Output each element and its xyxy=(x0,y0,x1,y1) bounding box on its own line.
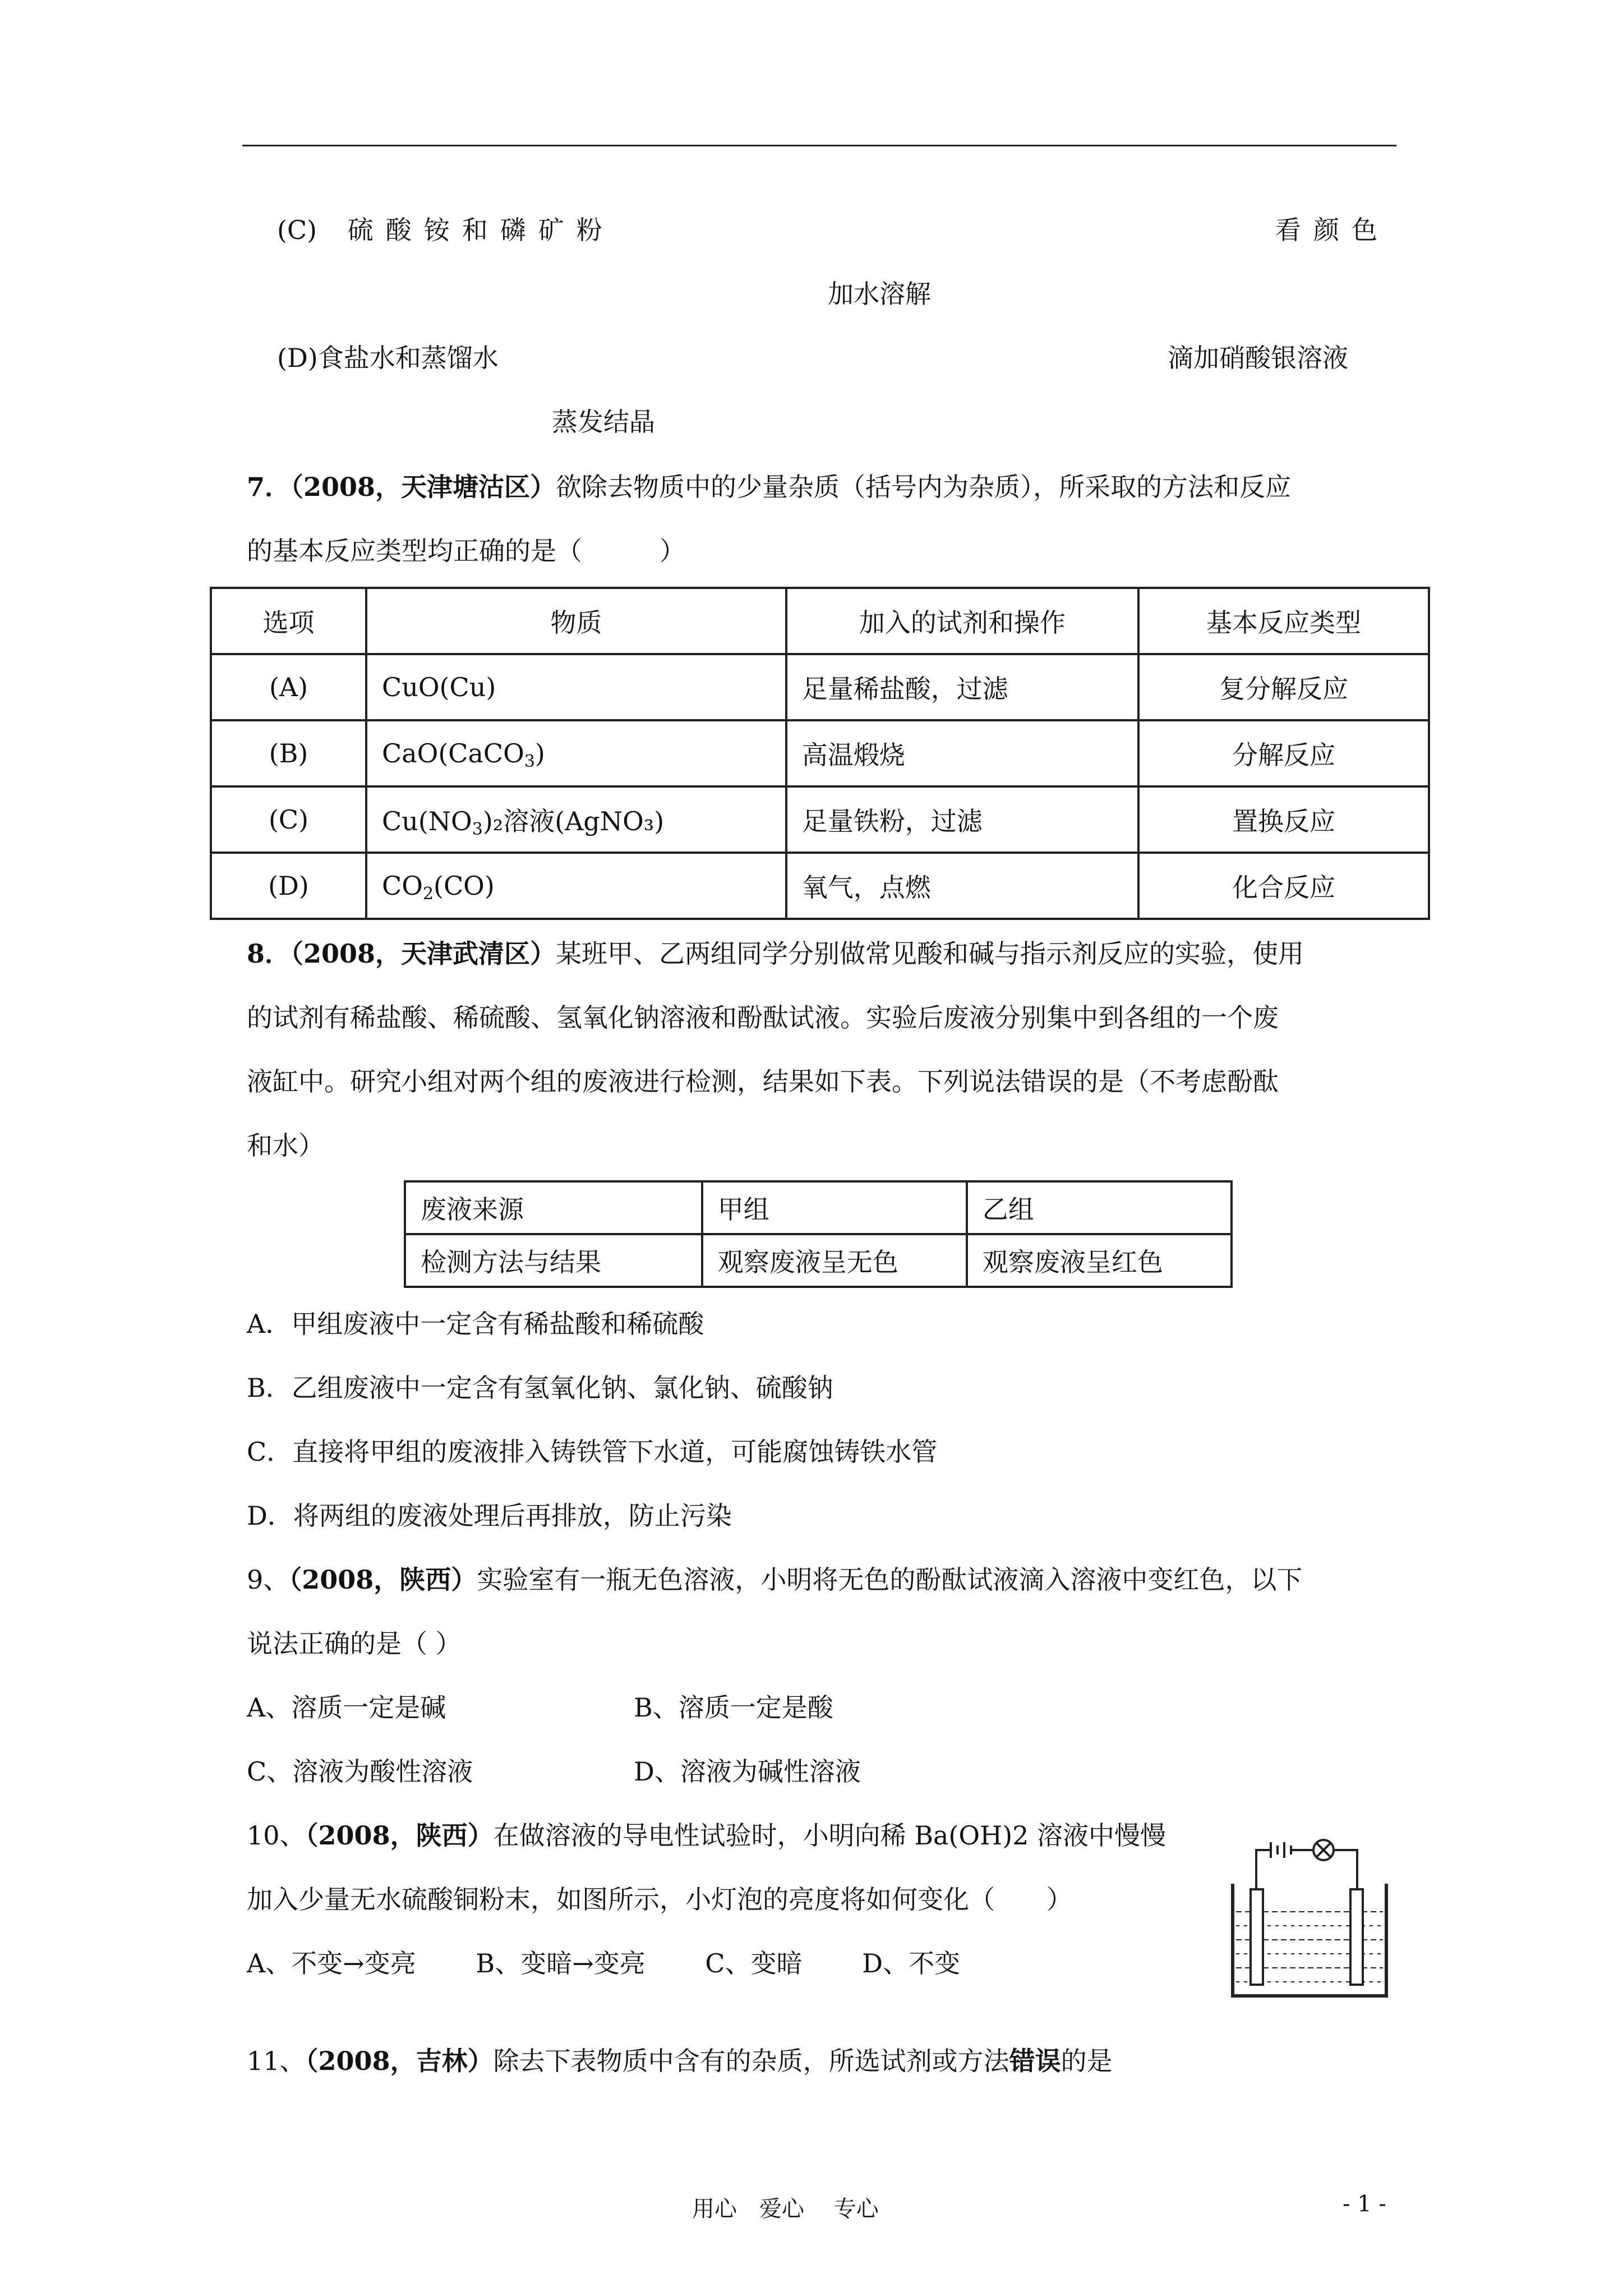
q7-line2: 的基本反应类型均正确的是（ ） xyxy=(247,536,685,566)
table-row xyxy=(211,654,1429,720)
question-text: 在做溶液的导电性试验时，小明向稀 Ba(OH)2 溶液中慢慢 xyxy=(493,1820,1166,1851)
subscript: 3 xyxy=(472,820,483,839)
q9-line1 xyxy=(247,1563,1302,1596)
table-cell: 观察废液呈无色 xyxy=(702,1234,967,1287)
subscript: 3 xyxy=(524,752,535,771)
question-source: （2008，陕西） xyxy=(305,1820,494,1851)
q9-option-d: D、溶液为碱性溶液 xyxy=(634,1756,861,1787)
header-rule xyxy=(242,145,1396,146)
question-text: 某班甲、乙两组同学分别做常见酸和碱与指示剂反应的实验，使用 xyxy=(556,938,1304,969)
option-c-continued xyxy=(277,213,615,247)
reaction-type-cell: 化合反应 xyxy=(1138,853,1429,919)
option-label: (D) xyxy=(277,343,318,373)
q10-options xyxy=(247,1947,960,1980)
question-text: 的是 xyxy=(1061,2046,1113,2076)
reaction-type-cell: 分解反应 xyxy=(1138,720,1429,786)
option-d-method2: 蒸发结晶 xyxy=(552,407,655,437)
substance-text: CuO(Cu) xyxy=(382,672,496,702)
option-c-method2: 加水溶解 xyxy=(828,279,931,309)
option-d-method1: 滴加硝酸银溶液 xyxy=(1168,343,1348,373)
substance-cell xyxy=(366,786,786,853)
q10-line1 xyxy=(247,1819,1166,1852)
table-header-cell: 选项 xyxy=(211,588,366,654)
table-row xyxy=(405,1181,1232,1234)
reaction-type-cell: 复分解反应 xyxy=(1138,654,1429,720)
conductivity-apparatus-figure xyxy=(1217,1822,1402,2007)
q10-option-a: A、不变→变亮 xyxy=(247,1948,416,1978)
q8-option-a: A．甲组废液中一定含有稀盐酸和稀硫酸 xyxy=(247,1309,704,1339)
table-cell: 检测方法与结果 xyxy=(405,1234,702,1287)
table-cell: 废液来源 xyxy=(405,1181,702,1234)
question-source: （2008，天津武清区） xyxy=(291,938,556,969)
table-header-row xyxy=(211,588,1429,654)
substance-text: CaO(CaCO xyxy=(382,738,524,769)
question-number: 11、 xyxy=(247,2046,306,2076)
question-number: 9、 xyxy=(247,1565,289,1595)
q10-option-b: B、变暗→变亮 xyxy=(476,1948,645,1978)
option-cell: (D) xyxy=(211,853,366,919)
q10-line2: 加入少量无水硫酸铜粉末，如图所示，小灯泡的亮度将如何变化（ ） xyxy=(247,1884,1072,1915)
q11-line1 xyxy=(247,2044,1113,2078)
substance-text: Cu(NO xyxy=(382,806,472,836)
q8-table xyxy=(404,1180,1233,1288)
question-text: 除去下表物质中含有的杂质，所选试剂或方法 xyxy=(493,2046,1009,2076)
subscript: 2 xyxy=(422,884,434,904)
q8-line1 xyxy=(247,937,1304,970)
q8-line3: 液缸中。研究小组对两个组的废液进行检测，结果如下表。下列说法错误的是（不考虑酚酞 xyxy=(247,1066,1279,1097)
q9-option-a: A、溶质一定是碱 xyxy=(247,1692,446,1723)
substance-cell xyxy=(366,853,786,919)
q7-line1 xyxy=(247,470,1291,504)
table-row xyxy=(405,1234,1232,1287)
table-cell: 乙组 xyxy=(967,1181,1232,1234)
q10-option-d: D、不变 xyxy=(862,1948,961,1978)
question-number: 8． xyxy=(247,938,291,969)
table-cell: 观察废液呈红色 xyxy=(967,1234,1232,1287)
question-number: 7． xyxy=(247,472,291,502)
q8-option-c: C．直接将甲组的废液排入铸铁管下水道，可能腐蚀铸铁水管 xyxy=(247,1437,938,1467)
reagent-cell: 氧气，点燃 xyxy=(786,853,1138,919)
table-row xyxy=(211,720,1429,786)
q8-line2: 的试剂有稀盐酸、稀硫酸、氢氧化钠溶液和酚酞试液。实验后废液分别集中到各组的一个废 xyxy=(247,1002,1279,1033)
substance-text: ) xyxy=(534,738,545,769)
table-cell: 甲组 xyxy=(702,1181,967,1234)
q9-option-b: B、溶质一定是酸 xyxy=(634,1692,833,1723)
option-item: 食盐水和蒸馏水 xyxy=(317,343,499,373)
question-source: （2008，吉林） xyxy=(305,2046,494,2076)
reagent-cell: 足量稀盐酸，过滤 xyxy=(786,654,1138,720)
q10-option-c: C、变暗 xyxy=(705,1948,803,1978)
q9-line2: 说法正确的是（ ） xyxy=(247,1628,462,1659)
table-row xyxy=(211,853,1429,919)
option-cell: (A) xyxy=(211,654,366,720)
option-item: 硫酸铵和磷矿粉 xyxy=(347,215,615,245)
q7-table xyxy=(210,587,1430,920)
substance-cell xyxy=(366,720,786,786)
table-header-cell: 基本反应类型 xyxy=(1138,588,1429,654)
substance-text: )₂溶液(AgNO₃) xyxy=(482,806,665,836)
footer-motto: 用心 爱心 专心 xyxy=(692,2196,879,2222)
question-text: 实验室有一瓶无色溶液，小明将无色的酚酞试液滴入溶液中变红色，以下 xyxy=(477,1565,1303,1595)
question-number: 10、 xyxy=(247,1820,306,1851)
reagent-cell: 足量铁粉，过滤 xyxy=(786,786,1138,853)
table-header-cell: 加入的试剂和操作 xyxy=(786,588,1138,654)
option-cell: (B) xyxy=(211,720,366,786)
option-c-method1: 看颜色 xyxy=(1275,215,1390,245)
question-source: （2008，天津塘沽区） xyxy=(291,472,556,502)
q8-option-b: B．乙组废液中一定含有氢氧化钠、氯化钠、硫酸钠 xyxy=(247,1373,833,1403)
substance-text: (CO) xyxy=(434,871,495,901)
option-d-continued xyxy=(277,341,499,375)
option-cell: (C) xyxy=(211,786,366,853)
table-header-cell: 物质 xyxy=(366,588,786,654)
substance-cell xyxy=(366,654,786,720)
question-emphasis: 错误 xyxy=(1009,2046,1061,2076)
reagent-cell: 高温煅烧 xyxy=(786,720,1138,786)
q8-option-d: D．将两组的废液处理后再排放，防止污染 xyxy=(247,1501,732,1531)
substance-text: CO xyxy=(382,871,423,901)
question-text: 欲除去物质中的少量杂质（括号内为杂质），所采取的方法和反应 xyxy=(556,472,1292,502)
option-label: (C) xyxy=(277,215,317,245)
page-number: - 1 - xyxy=(1343,2191,1386,2217)
q8-line4: 和水） xyxy=(247,1130,324,1161)
electrode-icon xyxy=(1251,1889,1363,1985)
q9-option-c: C、溶液为酸性溶液 xyxy=(247,1756,473,1787)
reaction-type-cell: 置换反应 xyxy=(1138,786,1429,853)
question-source: （2008，陕西） xyxy=(289,1565,477,1595)
table-row xyxy=(211,786,1429,853)
battery-icon xyxy=(1267,1842,1301,1858)
bulb-icon xyxy=(1313,1840,1334,1860)
